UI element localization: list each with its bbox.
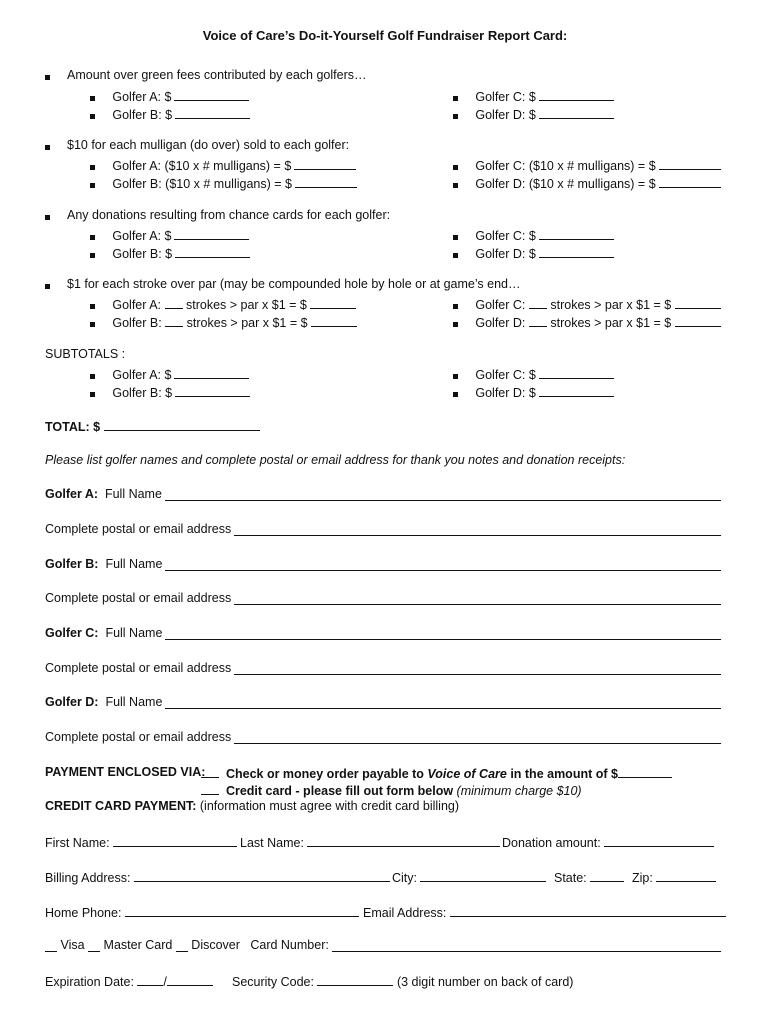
section-heading: Amount over green fees contributed by each golfers… [67,68,367,82]
golfer-c-donation[interactable]: Golfer C: $ [453,227,614,243]
home-phone-row[interactable]: Home Phone: [45,904,359,920]
check-checkbox[interactable] [201,765,219,778]
golfer-c-strokes[interactable]: Golfer C: strokes > par x $1 = $ [453,296,721,312]
amount-field[interactable] [659,175,721,188]
expiration-year-field[interactable] [167,973,213,986]
bullet-icon [90,253,95,258]
golfer-d-subtotal[interactable]: Golfer D: $ [453,384,614,400]
bullet-icon [90,322,95,327]
strokes-field[interactable] [165,296,183,309]
check-amount-field[interactable] [618,765,672,778]
bullet-icon [90,235,95,240]
bullet-icon [453,374,458,379]
bullet-icon [453,235,458,240]
golfer-b-subtotal[interactable]: Golfer B: $ [90,384,250,400]
bullet-icon [453,165,458,170]
golfer-a-address-row[interactable]: Complete postal or email address [45,522,721,536]
golfer-c-address-row[interactable]: Complete postal or email address [45,661,721,675]
bullet-icon [90,392,95,397]
email-address-field[interactable] [450,904,726,917]
bullet-icon [45,278,50,292]
bullet-icon [453,96,458,101]
name-field[interactable] [165,627,721,640]
amount-field[interactable] [174,227,249,240]
golfer-a-subtotal[interactable]: Golfer A: $ [90,366,249,382]
first-name-field[interactable] [113,834,237,847]
bullet-icon [45,69,50,83]
bullet-icon [90,374,95,379]
golfer-b-donation[interactable]: Golfer B: $ [90,245,250,261]
golfer-a-mulligans[interactable]: Golfer A: ($10 x # mulligans) = $ [90,157,356,173]
section-heading: Any donations resulting from chance cards for each golfer: [67,208,391,222]
strokes-field[interactable] [165,314,183,327]
amount-field[interactable] [311,314,357,327]
check-option[interactable]: Check or money order payable to Voice of Care in the amount of $ [201,765,672,781]
amount-field[interactable] [310,296,356,309]
golfer-d-amount[interactable]: Golfer D: $ [453,106,614,122]
amount-field[interactable] [175,384,250,397]
golfer-a-donation[interactable]: Golfer A: $ [90,227,249,243]
golfer-c-subtotal[interactable]: Golfer C: $ [453,366,614,382]
bullet-icon [453,322,458,327]
amount-field[interactable] [539,384,614,397]
amount-field[interactable] [295,175,357,188]
golfer-c-name-row[interactable]: Golfer C: Full Name [45,626,721,640]
address-field[interactable] [234,662,721,675]
discover-checkbox[interactable] [176,939,188,952]
amount-field[interactable] [174,88,249,101]
email-address-row[interactable]: Email Address: [363,904,726,920]
city-row[interactable]: City: [392,869,546,885]
visa-checkbox[interactable] [45,939,57,952]
address-field[interactable] [234,731,721,744]
amount-field[interactable] [675,314,721,327]
golfer-b-amount[interactable]: Golfer B: $ [90,106,250,122]
strokes-field[interactable] [529,314,547,327]
billing-address-row[interactable]: Billing Address: [45,869,390,885]
golfer-b-name-row[interactable]: Golfer B: Full Name [45,557,721,571]
section-heading: $1 for each stroke over par (may be compounded hole by hole or at game’s end… [67,277,521,291]
amount-field[interactable] [539,88,614,101]
card-number-field[interactable] [332,939,721,952]
bullet-icon [453,253,458,258]
bullet-icon [453,304,458,309]
amount-field[interactable] [294,157,356,170]
bullet-icon [453,392,458,397]
amount-field[interactable] [539,227,614,240]
donation-amount-row[interactable]: Donation amount: [502,834,714,850]
zip-field[interactable] [656,869,716,882]
name-field[interactable] [165,488,721,501]
credit-card-payment-heading: CREDIT CARD PAYMENT: (information must agree with credit card billing) [45,799,460,813]
amount-field[interactable] [539,106,614,119]
last-name-field[interactable] [307,834,500,847]
golfer-d-strokes[interactable]: Golfer D: strokes > par x $1 = $ [453,314,721,330]
bullet-icon [90,304,95,309]
amount-field[interactable] [659,157,721,170]
golfer-a-amount[interactable]: Golfer A: $ [90,88,249,104]
golfer-d-address-row[interactable]: Complete postal or email address [45,730,721,744]
golfer-c-amount[interactable]: Golfer C: $ [453,88,614,104]
golfer-d-donation[interactable]: Golfer D: $ [453,245,614,261]
golfer-b-strokes[interactable]: Golfer B: strokes > par x $1 = $ [90,314,357,330]
amount-field[interactable] [539,245,614,258]
zip-row[interactable]: Zip: [632,869,716,885]
golfer-b-mulligans[interactable]: Golfer B: ($10 x # mulligans) = $ [90,175,357,191]
home-phone-field[interactable] [125,904,359,917]
state-field[interactable] [590,869,624,882]
form-title: Voice of Care’s Do-it-Yourself Golf Fundraiser Report Card: [202,28,568,43]
total-field[interactable] [104,418,260,431]
amount-field[interactable] [675,296,721,309]
bullet-icon [90,183,95,188]
golfer-a-strokes[interactable]: Golfer A: strokes > par x $1 = $ [90,296,356,312]
bullet-icon [45,139,50,153]
address-field[interactable] [234,523,721,536]
subtotals-label: SUBTOTALS : [45,347,126,361]
golfer-d-name-row[interactable]: Golfer D: Full Name [45,695,721,709]
amount-field[interactable] [175,106,250,119]
state-row[interactable]: State: [554,869,624,885]
security-code-row[interactable]: Security Code: (3 digit number on back of card) [232,975,574,989]
security-code-field[interactable] [317,973,393,986]
section-heading: $10 for each mulligan (do over) sold to each golfer: [67,138,350,152]
bullet-icon [90,165,95,170]
name-field[interactable] [165,696,721,709]
address-field[interactable] [234,592,721,605]
card-type-row[interactable]: Visa Master Card Discover Card Number: [45,938,721,952]
expiration-row[interactable]: Expiration Date: / [45,973,213,989]
payment-enclosed-label: PAYMENT ENCLOSED VIA: [45,765,206,779]
golfer-b-address-row[interactable]: Complete postal or email address [45,591,721,605]
donation-amount-field[interactable] [604,834,714,847]
total-row[interactable]: TOTAL: $ [45,418,260,434]
billing-address-field[interactable] [134,869,390,882]
golfer-c-mulligans[interactable]: Golfer C: ($10 x # mulligans) = $ [453,157,721,173]
first-name-row[interactable]: First Name: [45,834,237,850]
credit-card-option[interactable]: Credit card - please fill out form below (minimum charge $10) [201,782,582,798]
bullet-icon [45,209,50,223]
bullet-icon [90,114,95,119]
expiration-month-field[interactable] [137,973,163,986]
strokes-field[interactable] [529,296,547,309]
amount-field[interactable] [175,245,250,258]
mastercard-checkbox[interactable] [88,939,100,952]
bullet-icon [90,96,95,101]
amount-field[interactable] [539,366,614,379]
credit-card-checkbox[interactable] [201,782,219,795]
bullet-icon [453,114,458,119]
city-field[interactable] [420,869,546,882]
instruction-text: Please list golfer names and complete postal or email address for thank you notes and donation receipts: [45,453,626,467]
last-name-row[interactable]: Last Name: [240,834,500,850]
name-field[interactable] [165,558,721,571]
golfer-a-name-row[interactable]: Golfer A: Full Name [45,487,721,501]
bullet-icon [453,183,458,188]
amount-field[interactable] [174,366,249,379]
golfer-d-mulligans[interactable]: Golfer D: ($10 x # mulligans) = $ [453,175,721,191]
